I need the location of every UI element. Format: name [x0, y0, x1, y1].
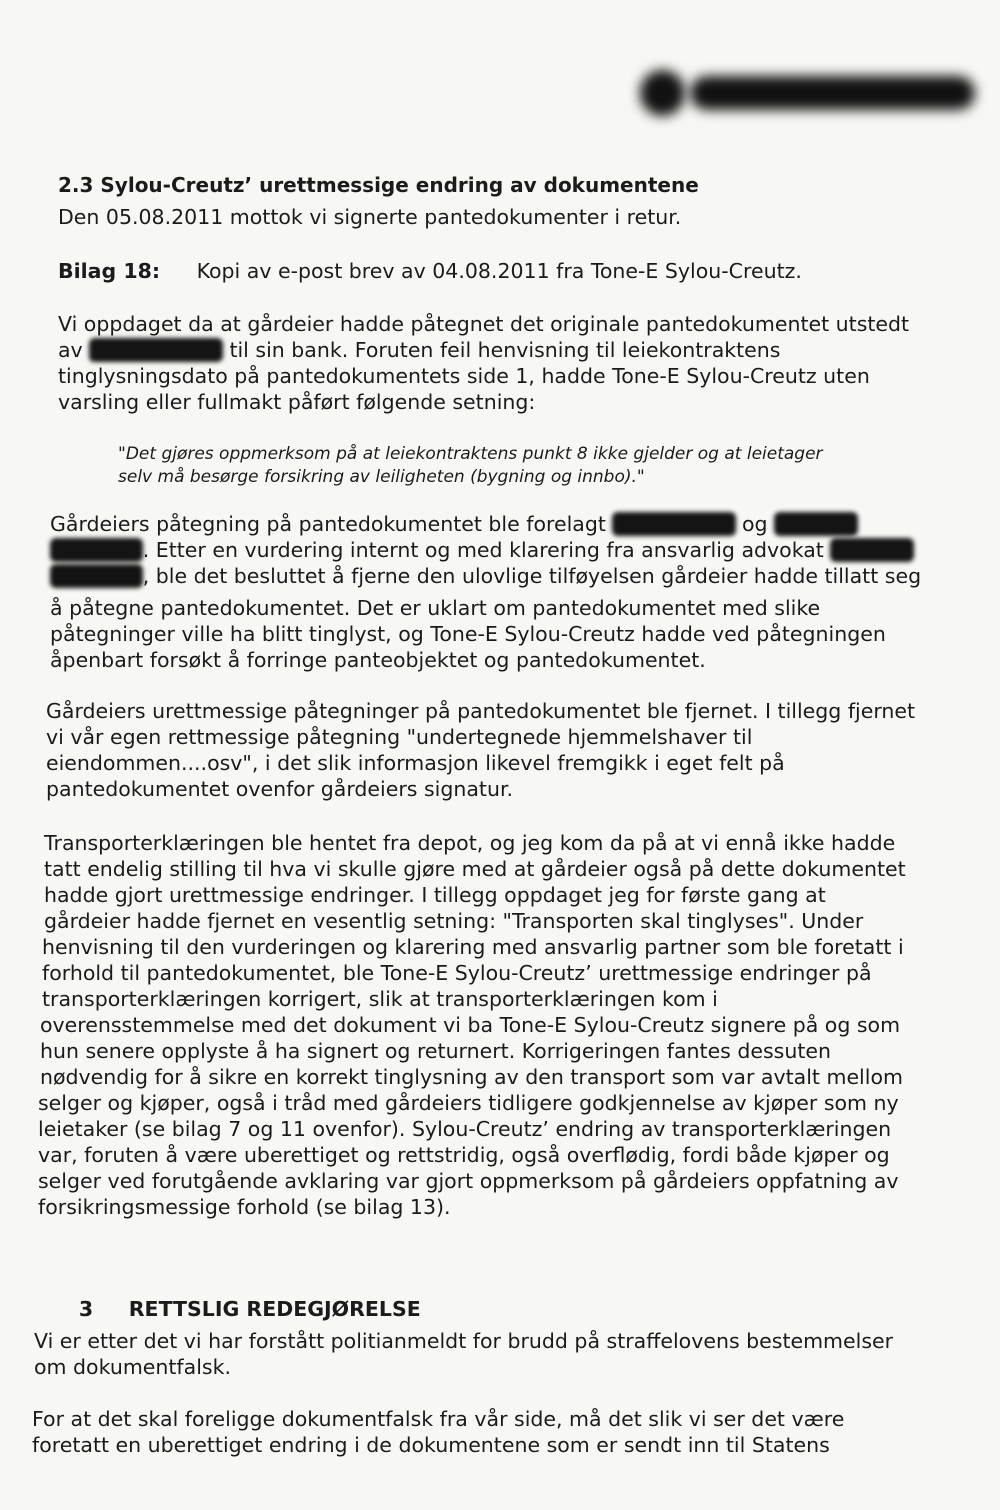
text-line	[46, 724, 752, 750]
text: var, foruten å være uberettiget og rettstridig, også overflødig, fordi både kjøper og	[38, 1143, 890, 1167]
text-line	[34, 1328, 893, 1354]
text-line	[58, 337, 780, 363]
text-line	[58, 311, 909, 337]
text: om dokumentfalsk.	[34, 1355, 231, 1379]
text-line	[32, 1406, 844, 1432]
bilag-line	[58, 258, 802, 284]
redacted-name: Alf Kåre	[776, 512, 856, 536]
text: tinglysningsdato på pantedokumentets side 1, hadde Tone-E Sylou-Creutz uten	[58, 364, 870, 388]
text: eiendommen....osv", i det slik informasjon likevel fremgikk i eget felt på	[46, 751, 785, 775]
text: selger ved forutgående avklaring var gjort oppmerksom på gårdeiers oppfatning av	[38, 1169, 899, 1193]
text: 2.3 Sylou-Creutz’ urettmessige endring av dokumentene	[58, 173, 699, 197]
text: foretatt en uberettiget endring i de dokumentene som er sendt inn til Statens	[32, 1433, 830, 1457]
text: til sin bank. Foruten feil henvisning til leiekontraktens	[222, 338, 781, 362]
text: hun senere opplyste å ha signert og returnert. Korrigeringen fantes dessuten	[40, 1039, 832, 1063]
text-line	[50, 511, 858, 537]
redacted-name: Ole Tokvam	[614, 512, 734, 536]
quoted-sentence	[118, 464, 645, 490]
text-line	[44, 830, 895, 856]
text: "Det gjøres oppmerksom på at leiekontraktens punkt 8 ikke gjelder og at leietager	[118, 444, 823, 464]
text-line	[44, 882, 826, 908]
text: Transporterklæringen ble hentet fra depot, og jeg kom da på at vi ennå ikke hadde	[44, 831, 896, 855]
text-line	[50, 621, 886, 647]
text-line	[42, 986, 718, 1012]
text-line	[46, 750, 785, 776]
text: Gårdeiers påtegning på pantedokumentet ble forelagt	[50, 512, 613, 536]
text: å påtegne pantedokumentet. Det er uklart om pantedokumentet med slike	[50, 596, 821, 620]
text: vi vår egen rettmessige påtegning "undertegnede hjemmelshaver til	[46, 725, 753, 749]
redacted-logo	[640, 62, 975, 122]
text-line	[38, 1194, 451, 1220]
text: Vi er etter det vi har forstått politianmeldt for brudd på straffelovens bestemmelser	[34, 1329, 894, 1353]
text-line	[38, 1142, 890, 1168]
text: og	[735, 512, 775, 536]
text: Gårdeiers urettmessige påtegninger på pantedokumentet ble fjernet. I tillegg fjernet	[46, 699, 916, 723]
text-line	[58, 204, 681, 230]
text-line	[58, 363, 870, 389]
text-line	[34, 1354, 231, 1380]
bilag-text: Kopi av e-post brev av 04.08.2011 fra Tone-E Sylou-Creutz.	[190, 259, 802, 283]
text: transporterklæringen korrigert, slik at transporterklæringen kom i	[42, 987, 718, 1011]
section-heading-2-3	[58, 172, 699, 198]
text-line	[50, 563, 921, 589]
text: av	[58, 338, 90, 362]
redacted-name: Alf Kåre	[832, 538, 913, 562]
text: Vi oppdaget da at gårdeier hadde påtegnet det originale pantedokumentet utstedt	[58, 312, 910, 336]
text-line	[50, 537, 914, 563]
text: pantedokumentet ovenfor gårdeiers signatur.	[46, 777, 514, 801]
text: hadde gjort urettmessige endringer. I tillegg oppdaget jeg for første gang at	[44, 883, 826, 907]
text-line	[38, 1116, 891, 1142]
text-line	[46, 776, 513, 802]
text-line	[40, 1064, 903, 1090]
text: leietaker (se bilag 7 og 11 ovenfor). Sylou-Creutz’ endring av transporterklæringen	[38, 1117, 892, 1141]
text-line	[58, 389, 535, 415]
text: åpenbart forsøkt å forringe panteobjektet og pantedokumentet.	[50, 648, 706, 672]
text: , ble det besluttet å fjerne den ulovlige tilføyelsen gårdeier hadde tillatt seg	[142, 564, 922, 588]
text-line	[42, 960, 872, 986]
text: overensstemmelse med det dokument vi ba Tone-E Sylou-Creutz signere på og som	[40, 1013, 901, 1037]
text-line	[32, 1432, 830, 1458]
text-line	[38, 1090, 899, 1116]
text-line	[44, 856, 906, 882]
bilag-label: Bilag 18:	[58, 259, 161, 283]
text-line	[50, 647, 706, 673]
text: påtegninger ville ha blitt tinglyst, og Tone-E Sylou-Creutz hadde ved påtegningen	[50, 622, 886, 646]
text: 3 RETTSLIG REDEGJØRELSE	[78, 1297, 421, 1321]
text-line	[40, 1012, 900, 1038]
text: For at det skal foreligge dokumentfalsk fra vår side, må det slik vi ser det være	[32, 1407, 845, 1431]
text: . Etter en vurdering internt og med klarering fra ansvarlig advokat	[142, 538, 831, 562]
text-line	[40, 1038, 831, 1064]
text: tatt endelig stilling til hva vi skulle gjøre med at gårdeier også på dette dokumentet	[44, 857, 906, 881]
text-line	[38, 1168, 898, 1194]
text: forhold til pantedokumentet, ble Tone-E Sylou-Creutz’ urettmessige endringer på	[42, 961, 872, 985]
text: varsling eller fullmakt påført følgende setning:	[58, 390, 536, 414]
text: forsikringsmessige forhold (se bilag 13).	[38, 1195, 451, 1219]
text: selger og kjøper, også i tråd med gårdeiers tidligere godkjennelse av kjøper som ny	[38, 1091, 899, 1115]
text: Den 05.08.2011 mottok vi signerte pantedokumenter i retur.	[58, 205, 682, 229]
text-line	[44, 908, 863, 934]
text: selv må besørge forsikring av leiligheten (bygning og innbo)."	[118, 467, 645, 487]
text: henvisning til den vurderingen og klarering med ansvarlig partner som ble foretatt i	[42, 935, 904, 959]
text-line	[46, 698, 915, 724]
text-line	[42, 934, 904, 960]
text-line	[50, 595, 820, 621]
redacted-name: Knudsen	[52, 564, 141, 588]
text: nødvendig for å sikre en korrekt tinglysning av den transport som var avtalt mellom	[40, 1065, 903, 1089]
text: gårdeier hadde fjernet en vesentlig setning: "Transporten skal tinglyses". Under	[44, 909, 864, 933]
redacted-name: Knudsen	[52, 538, 141, 562]
redacted-name: Johannessen	[91, 338, 221, 362]
